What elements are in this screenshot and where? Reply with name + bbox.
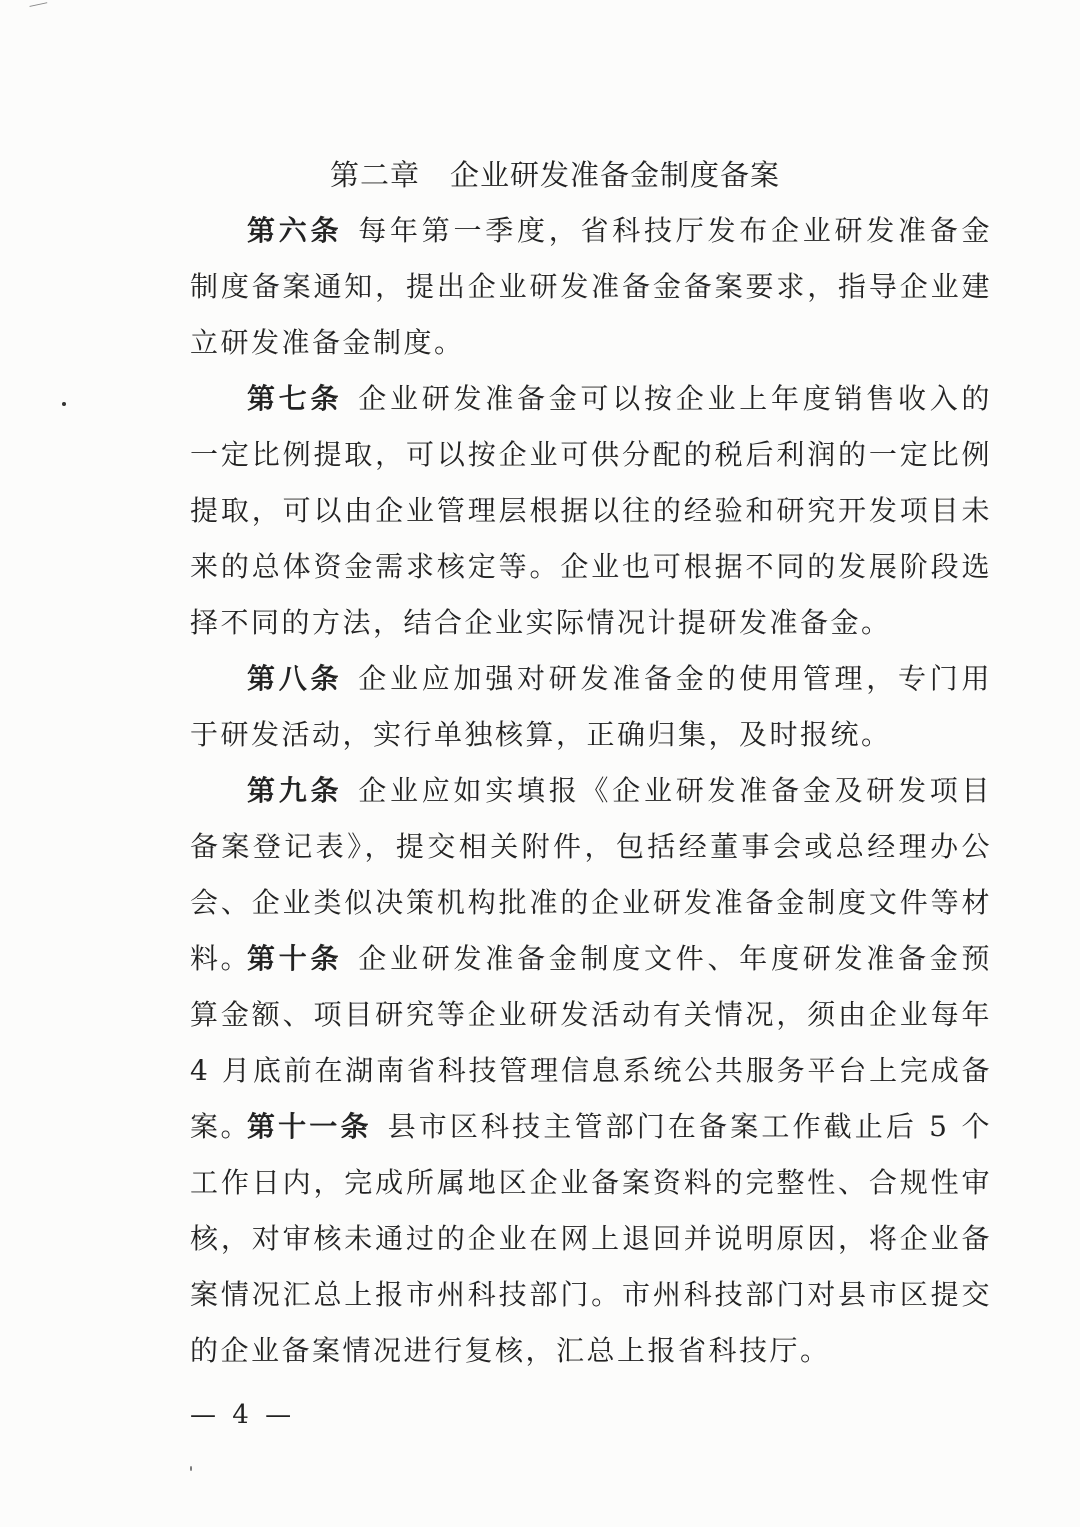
article-number: 第九条 xyxy=(247,774,343,807)
article-8 xyxy=(190,651,992,763)
article-number: 第八条 xyxy=(247,662,343,695)
article-text: 企业应如实填报《企业研发准备金及研发项目备案登记表》，提交相关附件，包括经董事会或总经理办公会、企业类似决策机构批准的企业研发准备金制度文件等材料。 xyxy=(190,774,992,975)
article-number: 第十一条 xyxy=(247,1110,372,1143)
article-11 xyxy=(190,1099,992,1379)
article-number: 第七条 xyxy=(247,382,343,415)
article-number: 第六条 xyxy=(247,214,343,247)
article-text: 企业应加强对研发准备金的使用管理，专门用于研发活动，实行单独核算，正确归集，及时报统。 xyxy=(190,662,992,751)
scan-speck xyxy=(190,1466,192,1471)
article-7 xyxy=(190,371,992,651)
article-text: 企业研发准备金制度文件、年度研发准备金预算金额、项目研究等企业研发活动有关情况，须由企业每年 4 月底前在湖南省科技管理信息系统公共服务平台上完成备案。 xyxy=(190,942,992,1143)
chapter-title: 第二章 企业研发准备金制度备案 xyxy=(329,158,780,192)
article-text: 县市区科技主管部门在备案工作截止后 5 个工作日内，完成所属地区企业备案资料的完整性、合规性审核，对审核未通过的企业在网上退回并说明原因，将企业备案情况汇总上报市州科技部门。市州科技部门对县市区提交的企业备案情况进行复核，汇总上报省科技厅。 xyxy=(190,1110,992,1367)
article-text: 企业研发准备金可以按企业上年度销售收入的一定比例提取，可以按企业可供分配的税后利润的一定比例提取，可以由企业管理层根据以往的经验和研究开发项目未来的总体资金需求核定等。企业也可根据不同的发展阶段选择不同的方法，结合企业实际情况计提研发准备金。 xyxy=(190,382,992,639)
page-number: — 4 — xyxy=(190,1400,296,1430)
article-number: 第十条 xyxy=(247,942,343,975)
article-text: 每年第一季度，省科技厅发布企业研发准备金制度备案通知，提出企业研发准备金备案要求，指导企业建立研发准备金制度。 xyxy=(190,214,992,359)
article-6 xyxy=(190,203,992,371)
scan-mark xyxy=(29,2,48,13)
scan-speck xyxy=(62,402,66,406)
